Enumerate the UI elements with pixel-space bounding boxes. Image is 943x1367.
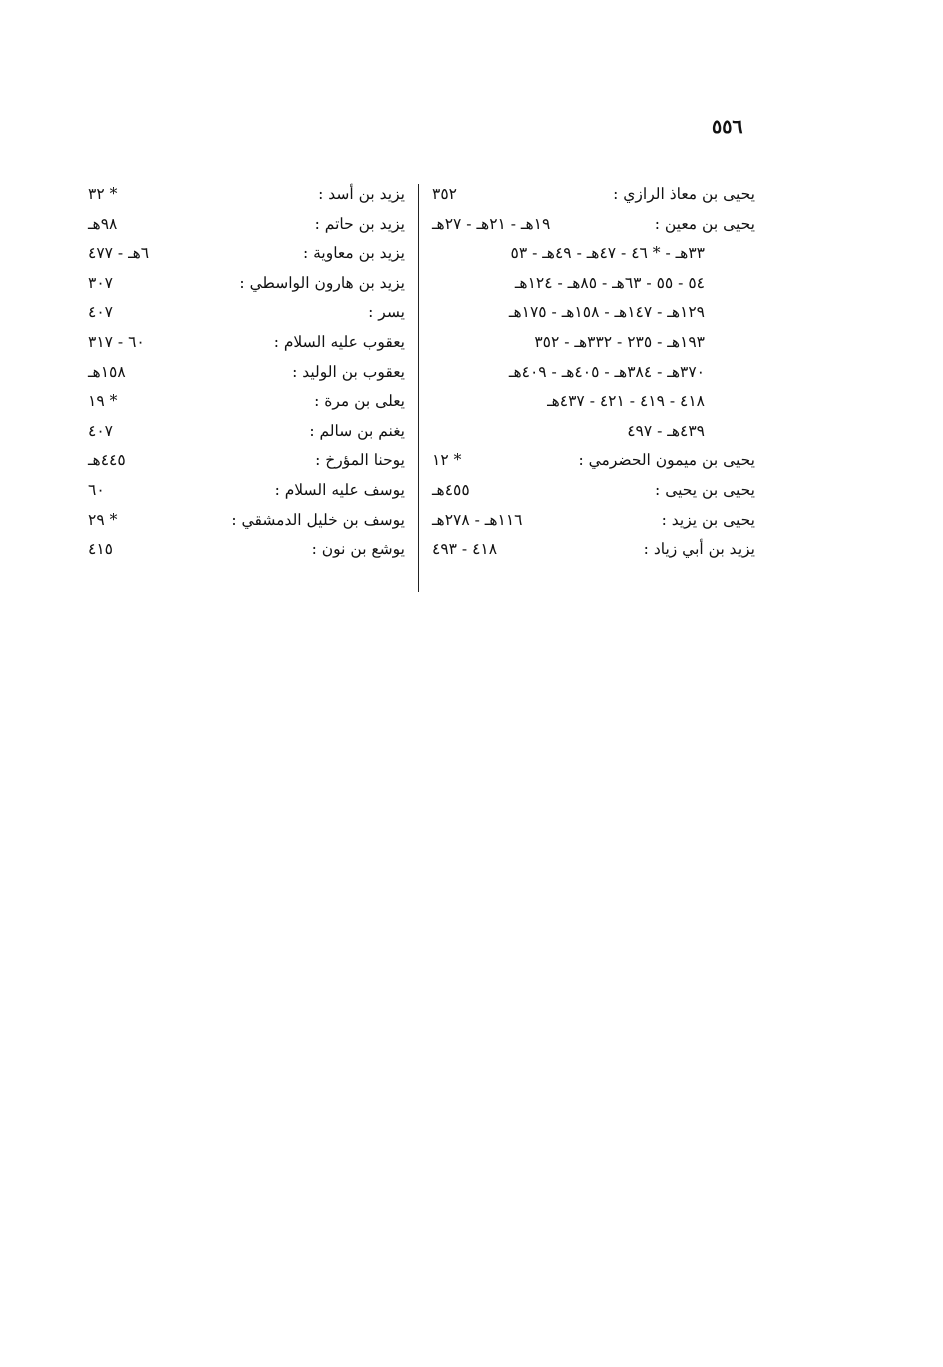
index-row <box>80 239 755 269</box>
index-table <box>80 180 755 565</box>
index-row <box>80 446 755 476</box>
left-entry-name: يزيد بن معاوية : <box>302 244 405 263</box>
right-entry-pages: ٣٣هـ - * ٤٦ - ٤٧هـ - ٤٩هـ - ٥٣ <box>510 244 705 263</box>
right-entry-pages: ٤١٨ - ٤١٩ - ٤٢١ - ٤٣٧هـ <box>547 392 705 411</box>
right-entry-pages: * ١٢ <box>432 451 462 470</box>
right-entry-pages: ٥٤ - ٥٥ - ٦٣هـ - ٨٥هـ - ١٢٤هـ <box>514 273 705 292</box>
left-entry-name: يسر : <box>368 303 405 322</box>
index-row <box>80 506 755 536</box>
left-entry-name: يزيد بن هارون الواسطي : <box>239 273 405 292</box>
right-entry-pages: ٣٧٠هـ - ٣٨٤هـ - ٤٠٥هـ - ٤٠٩هـ <box>508 362 705 381</box>
index-row <box>80 269 755 299</box>
left-entry-pages: * ٢٩ <box>88 510 118 529</box>
right-entry-pages: ٣٥٢ <box>432 185 457 203</box>
left-entry-name: يزيد بن حاتم : <box>314 214 405 233</box>
index-row <box>80 210 755 240</box>
left-entry-pages: ٩٨هـ <box>88 214 118 233</box>
left-entry-pages: ٤٤٥هـ <box>88 451 126 470</box>
right-entry-name: يحيى بن معاذ الرازي : <box>613 185 755 203</box>
index-row <box>80 417 755 447</box>
left-entry-pages: ١٥٨هـ <box>88 362 126 381</box>
right-entry-pages: ٤٥٥هـ <box>432 480 470 499</box>
index-row <box>80 298 755 328</box>
page-number: ٥٥٦ <box>712 116 743 138</box>
right-entry-name: يحيى بن يحيى : <box>655 480 755 499</box>
left-entry-name: يغنم بن سالم : <box>309 421 405 440</box>
right-entry-name: يحيى بن معين : <box>654 214 755 233</box>
right-entry-name: يحيى بن ميمون الحضرمي : <box>578 451 755 470</box>
left-entry-name: يعلى بن مرة : <box>314 392 405 411</box>
right-entry-pages: ١١٦هـ - ٢٧٨هـ <box>432 510 523 529</box>
index-row <box>80 535 755 565</box>
left-entry-pages: ٦هـ - ٤٧٧ <box>88 244 150 263</box>
left-entry-name: يزيد بن أسد : <box>318 185 405 203</box>
right-entry-name: يزيد بن أبي زياد : <box>643 540 755 559</box>
left-entry-pages: * ١٩ <box>88 392 118 411</box>
right-entry-pages: ٤١٨ - ٤٩٣ <box>432 540 498 559</box>
right-entry-pages: ١٩هـ - ٢١هـ - ٢٧هـ <box>432 214 551 233</box>
left-entry-pages: ٤٠٧ <box>88 421 113 440</box>
index-row <box>80 328 755 358</box>
index-row <box>80 180 755 210</box>
left-entry-pages: ٤٠٧ <box>88 303 113 322</box>
index-row <box>80 387 755 417</box>
left-entry-pages: ٤١٥ <box>88 540 113 559</box>
left-entry-pages: ٦٠ - ٣١٧ <box>88 332 145 351</box>
left-entry-name: يعقوب عليه السلام : <box>273 332 405 351</box>
left-entry-name: يوحنا المؤرخ : <box>315 451 405 470</box>
left-entry-name: يوشع بن نون : <box>311 540 405 559</box>
left-entry-pages: ٦٠ <box>88 480 105 499</box>
right-entry-pages: ٤٣٩هـ - ٤٩٧ <box>627 421 705 440</box>
left-entry-name: يعقوب بن الوليد : <box>292 362 405 381</box>
index-row <box>80 358 755 388</box>
right-entry-pages: ١٩٣هـ - ٢٣٥ - ٣٣٢هـ - ٣٥٢ <box>534 332 705 351</box>
left-entry-pages: ٣٠٧ <box>88 273 113 292</box>
left-entry-pages: * ٣٢ <box>88 185 118 203</box>
right-entry-pages: ١٢٩هـ - ١٤٧هـ - ١٥٨هـ - ١٧٥هـ <box>508 303 705 322</box>
left-entry-name: يوسف عليه السلام : <box>274 480 405 499</box>
index-row <box>80 476 755 506</box>
left-entry-name: يوسف بن خليل الدمشقي : <box>231 510 405 529</box>
right-entry-name: يحيى بن يزيد : <box>661 510 755 529</box>
